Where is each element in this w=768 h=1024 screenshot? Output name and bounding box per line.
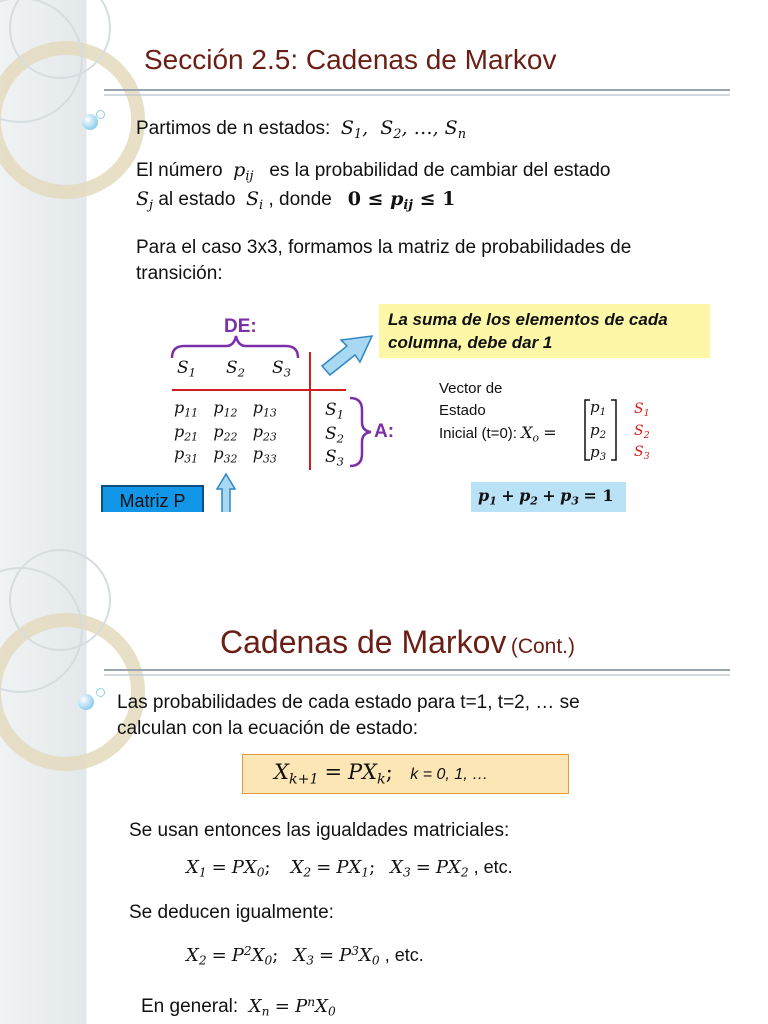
row-header-s2: $S_2$ bbox=[325, 424, 345, 446]
bullet-dot bbox=[78, 694, 94, 710]
row-header-s1: $S_1$ bbox=[325, 400, 345, 422]
col-header-s3: $S_3$ bbox=[272, 358, 292, 380]
de-label: DE: bbox=[224, 316, 257, 337]
pij-line: El número $p_{ij}$ es la probabilidad de cambiar del estado bbox=[136, 159, 611, 184]
slide-title: Sección 2.5: Cadenas de Markov bbox=[144, 44, 557, 75]
matrix-row-3: $p_{31}$ $p_{32}$ $p_{33}$ bbox=[174, 444, 277, 466]
states-line: Partimos de n estados: $S_1$, $S_2$, …, $S_n$ bbox=[136, 117, 466, 142]
vector-p1: $p_1$ bbox=[590, 398, 607, 419]
vector-label-2: Estado bbox=[439, 402, 486, 419]
vector-label-1: Vector de bbox=[439, 380, 503, 397]
a-label: A: bbox=[374, 421, 395, 442]
matrix-equalities: $X_1 = PX_0$; $X_2 = PX_1$; $X_3 = PX_2$ , etc. bbox=[186, 857, 513, 880]
transition-line: transición: bbox=[136, 263, 223, 284]
callout-text: La suma de los elementos de cada columna, debe dar 1 bbox=[388, 310, 668, 352]
sum-equation: $p_1 + p_2 + p_3 = 1$ bbox=[478, 486, 614, 508]
state-transition-line: $S_j$ al estado $S_i$ , donde $0 \le p_{ij} \le 1$ bbox=[136, 188, 456, 213]
vector-state-s1: $S_1$ bbox=[634, 401, 650, 419]
slide-markov-cont bbox=[0, 512, 768, 1024]
vector-p3: $p_3$ bbox=[590, 443, 607, 464]
matriz-p-button[interactable]: Matriz P bbox=[101, 485, 204, 512]
para1-line2: calculan con la ecuación de estado: bbox=[117, 718, 419, 739]
slide-title: Cadenas de Markov (Cont.) bbox=[220, 624, 576, 660]
vector-state-s3: $S_3$ bbox=[634, 444, 650, 462]
para1-line1: Las probabilidades de cada estado para t=1, t=2, … se bbox=[117, 692, 580, 713]
usan-line: Se usan entonces las igualdades matriciales: bbox=[129, 820, 510, 841]
matrix-row-1: $p_{11}$ $p_{12}$ $p_{13}$ bbox=[174, 398, 277, 420]
case-3x3-line: Para el caso 3x3, formamos la matriz de probabilidades de bbox=[136, 237, 632, 258]
vector-label-3: Inicial (t=0): $X_o$ = bbox=[439, 423, 557, 445]
vector-p2: $p_2$ bbox=[590, 421, 607, 442]
col-header-s1: $S_1$ bbox=[177, 358, 197, 380]
state-equation: $X_{k+1} = PX_k$; k = 0, 1, … bbox=[274, 760, 489, 788]
row-header-s3: $S_3$ bbox=[325, 447, 345, 469]
bullet-dot-small bbox=[96, 688, 105, 697]
vector-state-s2: $S_2$ bbox=[634, 423, 650, 441]
deduced-equalities: $X_2 = P^2X_0$; $X_3 = P^3X_0$ , etc. bbox=[186, 944, 424, 968]
col-header-s2: $S_2$ bbox=[226, 358, 246, 380]
deducen-line: Se deducen igualmente: bbox=[129, 902, 334, 923]
general-formula: En general: $X_n = P^nX_0$ bbox=[141, 995, 336, 1019]
matrix-row-2: $p_{21}$ $p_{22}$ $p_{23}$ bbox=[174, 422, 277, 444]
